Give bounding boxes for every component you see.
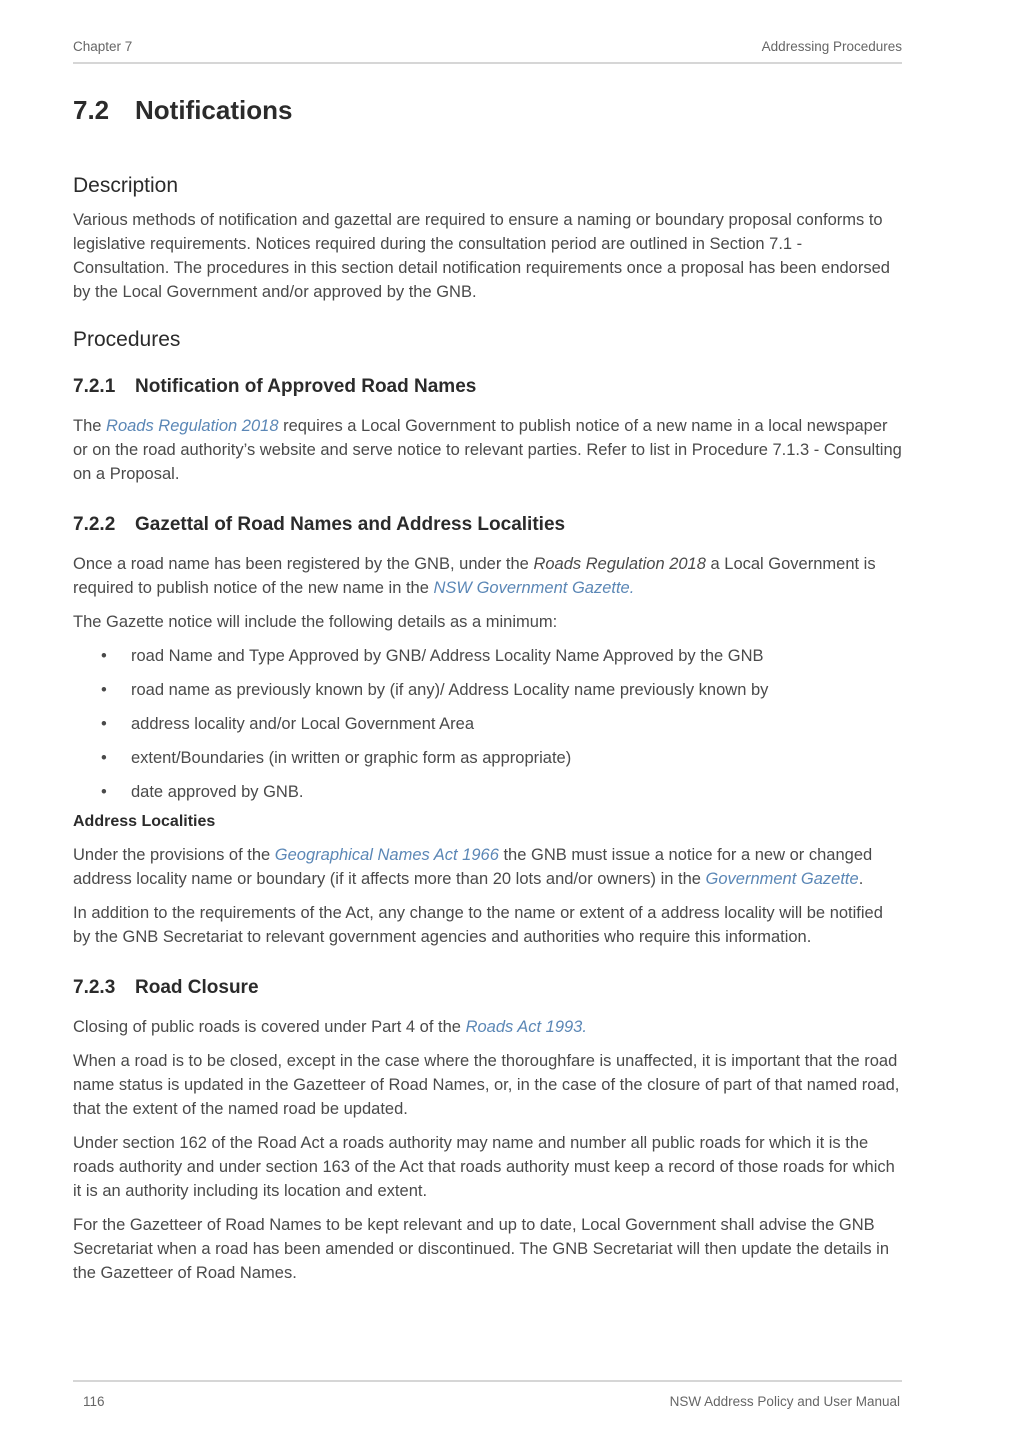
title-number: 7.2 — [73, 95, 110, 125]
italic-run: Roads Regulation 2018 — [533, 555, 706, 573]
page-title — [73, 88, 903, 132]
text-run: the GNB must issue a notice for a new or changed address locality name or boundary (if it affects more than 20 lots and/or owners) in the — [73, 846, 873, 888]
list-item-text: road Name and Type Approved by GNB/ Address Locality Name Approved by the GNB — [131, 647, 764, 665]
text-run: . — [582, 1018, 587, 1036]
bullet-icon: • — [101, 715, 107, 733]
bullet-icon: • — [101, 647, 107, 665]
government-gazette-link[interactable]: Government Gazette — [705, 870, 859, 888]
procedures-heading: Procedures — [73, 328, 181, 351]
bullet-icon: • — [101, 783, 107, 801]
list-item-text: date approved by GNB. — [131, 783, 304, 801]
roads-act-link[interactable]: Roads Act 1993 — [465, 1018, 583, 1036]
section-title: Gazettal of Road Names and Address Localities — [135, 514, 566, 535]
text-run: requires a Local Government to publish notice of a new name in a local newspaper or on the road authority’s website and serve notice to relevant parties. Refer to list in Procedure 7.1.3 - Consulting on a Proposal. — [73, 417, 902, 483]
description-heading: Description — [73, 174, 179, 197]
list-item-text: address locality and/or Local Government Area — [131, 715, 475, 733]
section-number: 7.2.3 — [73, 977, 116, 998]
section-7-2-3-paragraph-4: For the Gazetteer of Road Names to be kept relevant and up to date, Local Government shall advise the GNB Secretariat when a road has been amended or discontinued. The GNB Secretariat will then update the details in the Gazetteer of Road Names. — [73, 1216, 890, 1282]
section-7-2-3-heading — [73, 975, 903, 1001]
list-item — [73, 678, 903, 702]
section-title: Road Closure — [135, 977, 259, 998]
text-run: The — [73, 417, 107, 435]
section-number: 7.2.1 — [73, 376, 116, 397]
section-label: Addressing Procedures — [761, 39, 902, 54]
page-header — [73, 38, 902, 64]
geographical-names-act-link[interactable]: Geographical Names Act 1966 — [274, 846, 499, 864]
bullet-icon: • — [101, 681, 107, 699]
section-7-2-2-heading — [73, 512, 903, 538]
list-item — [73, 644, 903, 668]
page-number: 116 — [83, 1394, 105, 1409]
chapter-label: Chapter 7 — [73, 39, 133, 54]
section-7-2-3-paragraph-3: Under section 162 of the Road Act a roads authority may name and number all public roads for which it is the roads authority and under section 163 of the Act that roads authority must keep a record of those roads for which it is an authority including its location and extent. — [73, 1134, 895, 1200]
manual-title: NSW Address Policy and User Manual — [669, 1394, 900, 1409]
address-localities-paragraph-2: In addition to the requirements of the Act, any change to the name or extent of a address locality will be notified by the GNB Secretariat to relevant government agencies and authorities who require this information. — [73, 904, 883, 946]
section-7-2-2-paragraph-1 — [73, 552, 903, 600]
nsw-gazette-link[interactable]: NSW Government Gazette — [433, 579, 630, 597]
text-run: Once a road name has been registered by the GNB, under the — [73, 555, 534, 573]
address-localities-heading: Address Localities — [73, 813, 216, 830]
page-footer — [73, 1380, 902, 1412]
list-item — [73, 780, 903, 804]
list-item — [73, 712, 903, 736]
section-7-2-3-paragraph-2: When a road is to be closed, except in the case where the thoroughfare is unaffected, it is important that the road name status is updated in the Gazetteer of Road Names, or, in the case of the closure of part of that named road, that the extent of the named road be updated. — [73, 1052, 900, 1118]
title-text: Notifications — [135, 95, 293, 125]
gazette-details-list — [73, 644, 903, 804]
section-7-2-1-heading — [73, 374, 903, 400]
section-number: 7.2.2 — [73, 514, 116, 535]
text-run: Under the provisions of the — [73, 846, 275, 864]
section-7-2-1-paragraph — [73, 414, 903, 486]
address-localities-paragraph-1 — [73, 843, 903, 891]
description-text: Various methods of notification and gazettal are required to ensure a naming or boundary proposal conforms to legislative requirements. Notices required during the consultation period are outlined in Section 7.1 - Consultation. The procedures in this section detail notification requirements once a proposal has been endorsed by the Local Government and/or approved by the GNB. — [73, 211, 890, 301]
list-item — [73, 746, 903, 770]
text-run: . — [629, 579, 635, 597]
text-run: Closing of public roads is covered under Part 4 of the — [73, 1018, 466, 1036]
section-7-2-3-paragraph-1 — [73, 1015, 903, 1039]
section-7-2-2-paragraph-2: The Gazette notice will include the following details as a minimum: — [73, 613, 558, 631]
page-content — [73, 88, 903, 1295]
bullet-icon: • — [101, 749, 107, 767]
section-title: Notification of Approved Road Names — [135, 376, 477, 397]
roads-regulation-link[interactable]: Roads Regulation 2018 — [106, 417, 279, 435]
list-item-text: extent/Boundaries (in written or graphic form as appropriate) — [131, 749, 572, 767]
list-item-text: road name as previously known by (if any)/ Address Locality name previously known by — [131, 681, 769, 699]
text-run: . — [858, 870, 864, 888]
text-run: a Local Government is required to publish notice of the new name in the — [73, 555, 876, 597]
